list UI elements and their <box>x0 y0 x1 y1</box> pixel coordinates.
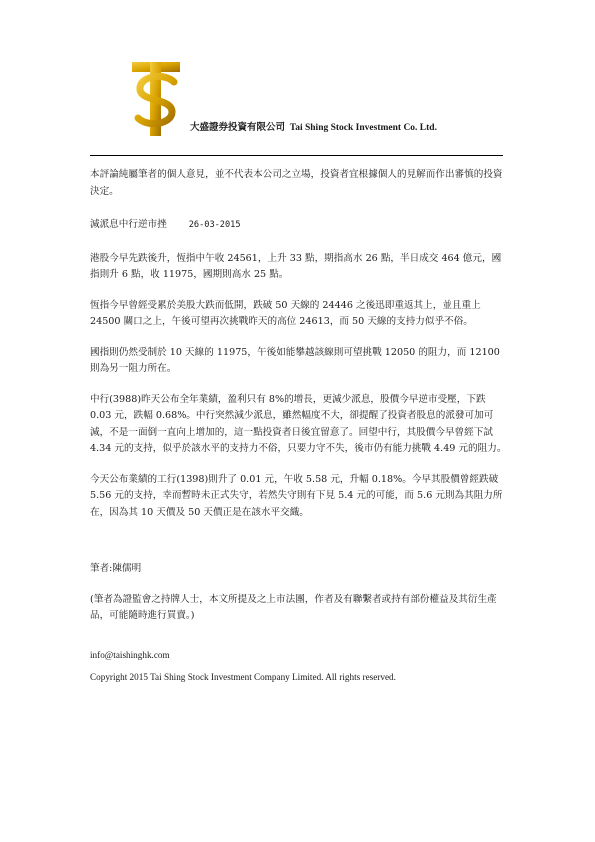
author-disclosure: (筆者為證監會之持牌人士，本文所提及之上市法團，作者及有聯繫者或持有部份權益及其衍生產品，可能隨時進行買賣。) <box>90 593 497 621</box>
contact-email: info@taishinghk.com <box>90 649 170 660</box>
header-divider <box>90 155 503 156</box>
company-logo-icon <box>130 58 182 138</box>
copyright-notice: Copyright 2015 Tai Shing Stock Investment Company Limited. All rights reserved. <box>90 672 396 682</box>
paragraph-4: 中行(3988)昨天公布全年業績，盈利只有 8%的增長，更減少派息，股價今早逆市受壓，下跌 0.03 元，跌幅 0.68%。中行突然減少派息，雖然幅度不大，卻提醒了投資者股息的派發可加可減，不是一面倒一直向上增加的，這一點投資者日後宜留意了。回望中行，其股價今早曾經下試 4.34 元的支持，似乎於該水平的支持力不俗，只要力守不失，後市仍有能力挑戰 4.49 元的阻力。 <box>90 393 507 454</box>
headline-title: 減派息中行逆市挫 <box>90 219 167 230</box>
paragraph-3: 國指則仍然受制於 10 天線的 11975，午後如能攀越該線則可望挑戰 12050 的阻力，而 12100 則為另一阻力所在。 <box>90 346 500 374</box>
paragraph-1: 港股今早先跌後升，恆指中午收 24561，上升 33 點，期指高水 26 點，半日成交 464 億元，國指則升 6 點，收 11975，國期則高水 25 點。 <box>90 252 502 280</box>
article-headline <box>90 217 508 234</box>
paragraph-5: 今天公布業績的工行(1398)則升了 0.01 元，午收 5.58 元，升幅 0.18%。今早其股價曾經跌破 5.56 元的支持，幸而暫時未正式失守，若然失守則有下見 5.4 元的可能，而 5.6 元則為其阻力所在，因為其 10 天價及 50 天價正是在該水平交織。 <box>90 473 503 518</box>
article-body <box>90 167 508 686</box>
company-name: 大盛證券投資有限公司 Tai Shing Stock Investment Co. Ltd. <box>190 123 437 133</box>
paragraph-2: 恆指今早曾經受累於美股大跌而低開，跌破 50 天線的 24446 之後迅即重返其上，並且重上 24500 關口之上，午後可望再次挑戰昨天的高位 24613，而 50 天線的支持力似乎不俗。 <box>90 299 481 327</box>
headline-date: 26-03-2015 <box>188 220 241 230</box>
disclaimer-text: 本評論純屬筆者的個人意見，並不代表本公司之立場，投資者宜根據個人的見解而作出審慎的投資決定。 <box>90 169 503 197</box>
author-line: 筆者:陳儒明 <box>90 563 142 574</box>
